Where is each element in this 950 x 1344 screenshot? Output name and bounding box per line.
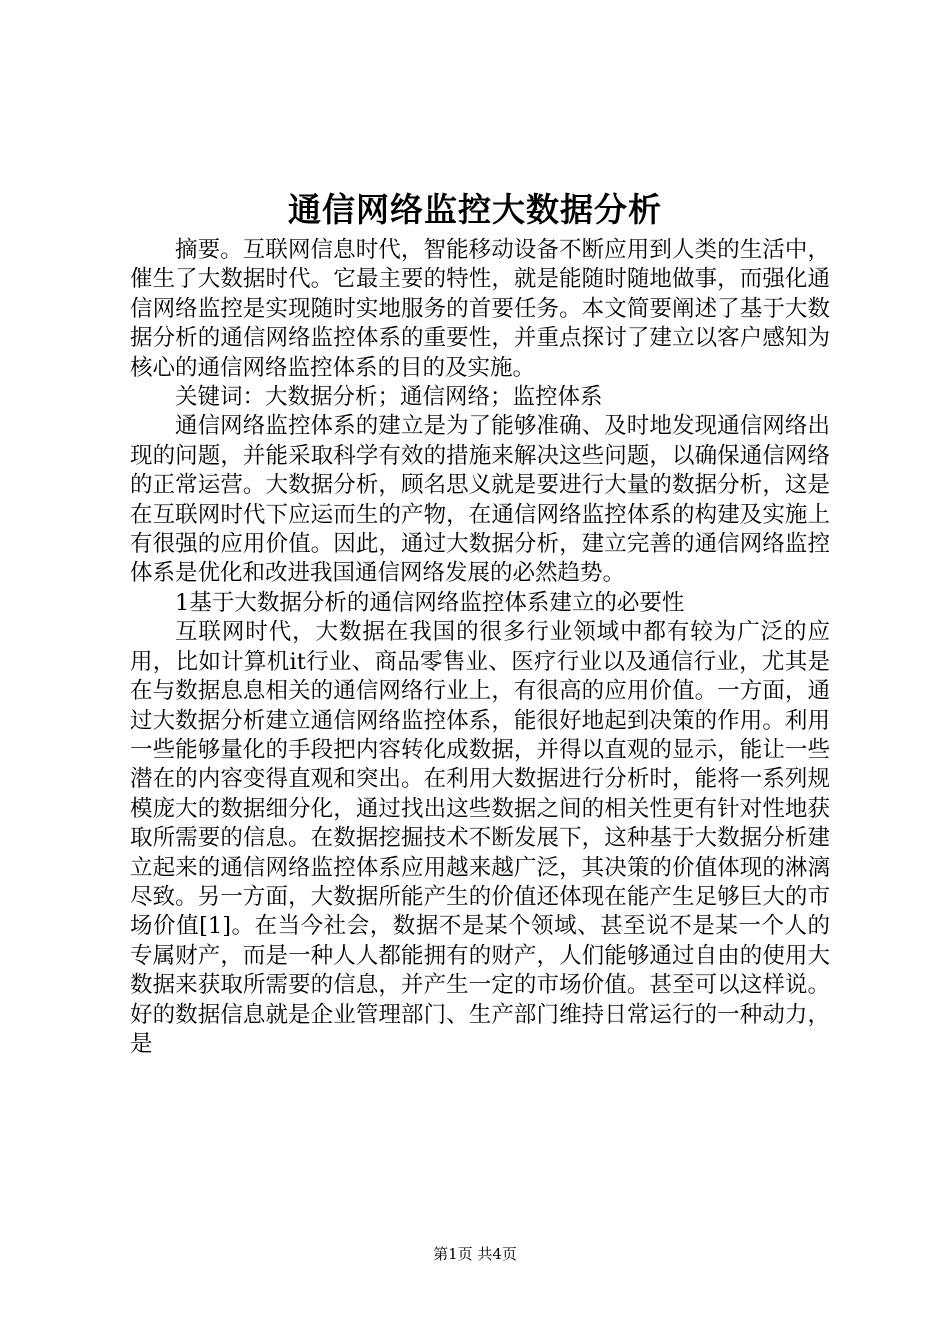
document-title: 通信网络监控大数据分析 bbox=[288, 190, 662, 229]
page-number-footer: 第1页 共4页 bbox=[433, 1245, 517, 1263]
document-body bbox=[130, 236, 830, 1059]
intro-paragraph: 通信网络监控体系的建立是为了能够准确、及时地发现通信网络出现的问题，并能采取科学有效的措施来解决这些问题，以确保通信网络的正常运营。大数据分析，顾名思义就是要进行大量的数据分析，这是在互联网时代下应运而生的产物，在通信网络监控体系的构建及实施上有很强的应用价值。因此，通过大数据分析，建立完善的通信网络监控体系是优化和改进我国通信网络发展的必然趋势。 bbox=[130, 413, 830, 587]
section-heading: 1基于大数据分析的通信网络监控体系建立的必要性 bbox=[175, 589, 685, 616]
section-paragraph: 互联网时代，大数据在我国的很多行业领域中都有较为广泛的应用，比如计算机it行业、商品零售业、医疗行业以及通信行业，尤其是在与数据息息相关的通信网络行业上，有很高的应用价值。一方面，通过大数据分析建立通信网络监控体系，能很好地起到决策的作用。利用一些能够量化的手段把内容转化成数据，并得以直观的显示，能让一些潜在的内容变得直观和突出。在利用大数据进行分析时，能将一系列规模庞大的数据细分化，通过找出这些数据之间的相关性更有针对性地获取所需要的信息。在数据挖掘技术不断发展下，这种基于大数据分析建立起来的通信网络监控体系应用越来越广泛，其决策的价值体现的淋漓尽致。另一方面，大数据所能产生的价值还体现在能产生足够巨大的市场价值[1]。在当今社会，数据不是某个领域、甚至说不是某一个人的专属财产，而是一种人人都能拥有的财产，人们能够通过自由的使用大数据来获取所需要的信息，并产生一定的市场价值。甚至可以这样说。好的数据信息就是企业管理部门、生产部门维持日常运行的一种动力，是 bbox=[130, 619, 830, 1057]
abstract-paragraph: 摘要。互联网信息时代，智能移动设备不断应用到人类的生活中，催生了大数据时代。它最主要的特性，就是能随时随地做事，而强化通信网络监控是实现随时实地服务的首要任务。本文简要阐述了基于大数据分析的通信网络监控体系的重要性，并重点探讨了建立以客户感知为核心的通信网络监控体系的目的及实施。 bbox=[130, 237, 830, 381]
keywords-paragraph: 关键词：大数据分析；通信网络；监控体系 bbox=[175, 384, 603, 411]
